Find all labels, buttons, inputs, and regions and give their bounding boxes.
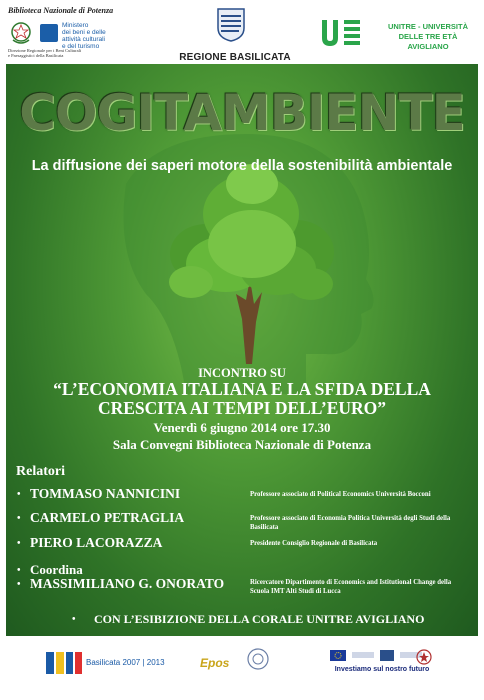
- epos-logo: Epos: [200, 656, 230, 670]
- coordinatore-name: MASSIMILIANO G. ONORATO: [30, 576, 225, 591]
- bullet: •: [17, 513, 21, 524]
- unitre-text: UNITRE - UNIVERSITÀ DELLE TRE ETÀ AVIGLIANO: [387, 22, 468, 51]
- seal-icon: [246, 646, 270, 672]
- regione-logo: [165, 4, 305, 62]
- regione-name: REGIONE BASILICATA: [179, 52, 291, 63]
- poster-title: COGITAMBIENTE: [19, 84, 465, 142]
- footer-logos: [0, 636, 484, 700]
- biblioteca-logo: [6, 6, 136, 60]
- bullet: •: [17, 565, 21, 576]
- relatore-role: Professore associato di Economia Politica Università degli Studi della Basilicata: [250, 515, 451, 531]
- incontro-label: INCONTRO SU: [198, 366, 286, 380]
- relatore-name: TOMMASO NANNICINI: [30, 486, 181, 501]
- direzione-text: Direzione Regionale per i Beni Culturali e Paesaggistici della Basilicata: [8, 48, 82, 58]
- relatore-role: Professore associato di Political Economics Università Bocconi: [250, 491, 431, 498]
- fesr-label: Basilicata 2007 | 2013: [86, 658, 165, 667]
- talk-venue: Sala Convegni Biblioteca Nazionale di Potenza: [112, 437, 372, 452]
- relatore-role: Presidente Consiglio Regionale di Basilicata: [250, 540, 378, 547]
- bullet: •: [72, 614, 76, 625]
- bullet: •: [17, 538, 21, 549]
- talk-date: Venerdì 6 giugno 2014 ore 17.30: [153, 420, 331, 435]
- bullet: •: [17, 489, 21, 500]
- poster-panel: [6, 64, 478, 636]
- relatore-name: CARMELO PETRAGLIA: [30, 510, 185, 525]
- fesr-logo: [46, 650, 165, 676]
- header-logos: [0, 0, 484, 64]
- regione-shield-icon: [217, 8, 245, 42]
- relatori-heading: Relatori: [16, 464, 65, 479]
- mibac-logo-icon: [40, 24, 58, 42]
- talk-title: “L’ECONOMIA ITALIANA E LA SFIDA DELLA CRESCITA AI TEMPI DELL’EURO”: [53, 379, 431, 418]
- corale-text: CON L’ESIBIZIONE DELLA CORALE UNITRE AVIGLIANO: [94, 612, 425, 626]
- coordinatore-role: Ricercatore Dipartimento di Economics and Istitutional Change della Scuola IMT Alti Studi di Lucca: [250, 579, 452, 595]
- italy-emblem-icon: [416, 648, 432, 666]
- poster-subtitle: La diffusione dei saperi motore della sostenibilità ambientale: [31, 158, 453, 174]
- italy-emblem-icon: [10, 20, 32, 46]
- unitre-mark-icon: [320, 18, 364, 48]
- fesr-mark-icon: [46, 652, 82, 674]
- relatore-name: PIERO LACORAZZA: [30, 535, 163, 550]
- unitre-logo: [318, 14, 478, 58]
- bullet: •: [17, 579, 21, 590]
- biblioteca-title: Biblioteca Nazionale di Potenza: [8, 6, 114, 15]
- ministero-text: Ministero dei beni e delle attività culturali e del turismo: [62, 22, 106, 50]
- coordina-heading: Coordina: [30, 562, 83, 577]
- eu-caption: Investiamo sul nostro futuro: [334, 666, 430, 673]
